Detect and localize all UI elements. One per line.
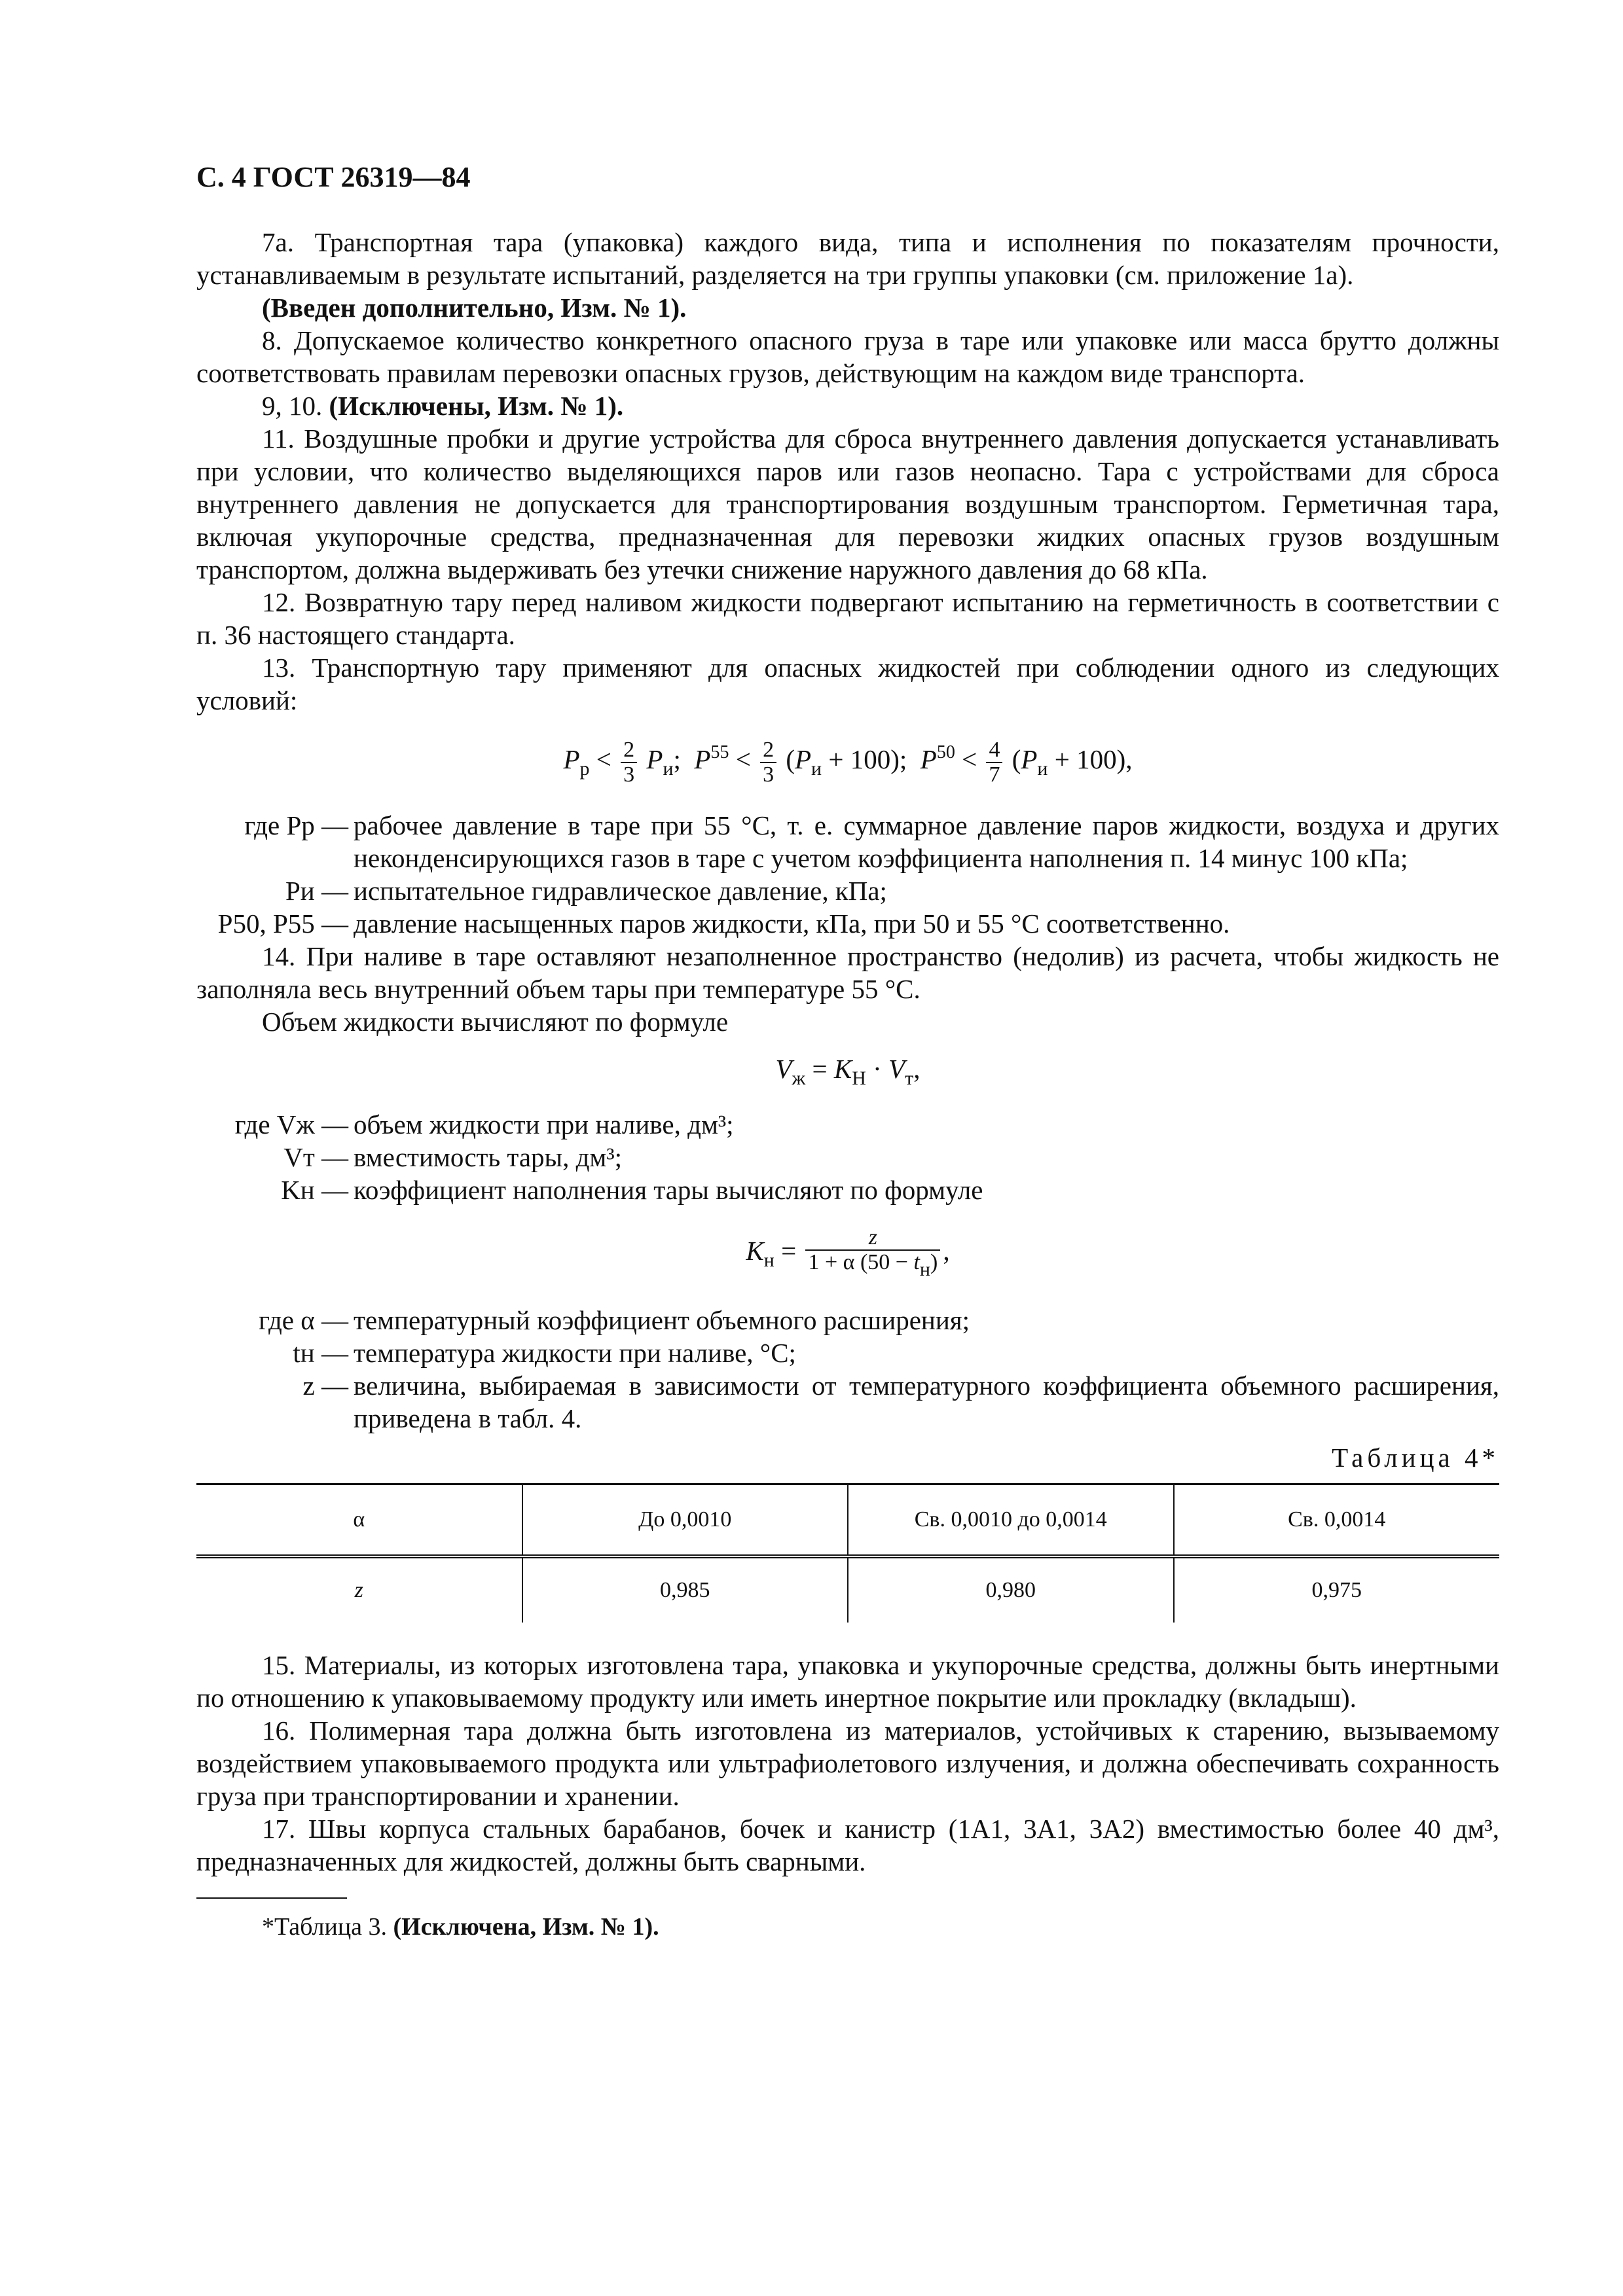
formula-volume: $V_ж = K_Н \cdot V_т$, [775,1053,921,1089]
where-list-3 [196,1304,1499,1435]
table-cell: 0,980 [848,1556,1174,1623]
where-1-symbol: где Pр — [244,810,348,840]
table-caption: Таблица 4* [1332,1442,1499,1473]
paragraph-7a: 7а. Транспортная тара (упаковка) каждого вида, типа и исполнения по показателям прочности, устанавливаемым в результате испытаний, разделяется на три группы упаковки (см. приложение 1а). [196,227,1499,290]
paragraph-8: 8. Допускаемое количество конкретного опасного груза в таре или упаковке или масса брутто должны соответствовать правилам перевозки опасных грузов, действующим на каждом виде транспорта. [196,325,1499,388]
where-3-description: давление насыщенных паров жидкости, кПа, при 50 и 55 °С соответственно. [354,908,1230,939]
paragraph-11: 11. Воздушные пробки и другие устройства для сброса внутреннего давления допускается устанавливать при условии, что количество выделяющихся паров или газов неопасно. Тара с устройствами для сброса внутреннего давления не допускается для транспортирования воздушным транспортом. Герметичная тара, включая укупорочные средства, предназначенная для перевозки жидких опасных грузов воздушным транспортом, должна выдерживать без утечки снижение наружного давления до 68 кПа. [196,423,1499,584]
formula-pressure-conditions: $P_р$ < $\frac{2}{3}$ $P_и$; $P^{55}$ < $\frac{2}{3}$ $(P_и + 100)$; $P^{50}$ < $\frac{4}{7}$ $(P_и + 100)$, [563,737,1133,787]
footnote [196,1910,1499,1943]
paragraph-12: 12. Возвратную тару перед наливом жидкости подвергают испытанию на герметичность в соответствии с п. 36 настоящего стандарта. [196,587,1499,650]
table-header-cell: Св. 0,0010 до 0,0014 [848,1484,1174,1556]
document-body [196,226,1499,1943]
table-cell: 0,975 [1174,1556,1500,1623]
paragraph-7a-note: (Введен дополнительно, Изм. № 1). [262,293,687,323]
where-vt-symbol: Vт — [283,1141,348,1172]
where-list-1 [196,809,1499,940]
table-cell: 0,985 [522,1556,848,1623]
footnote-bold-note: (Исключена, Изм. № 1). [393,1912,659,1941]
where-alpha-description: температурный коэффициент объемного расширения; [354,1304,970,1335]
where-2-symbol: Pи — [285,875,348,906]
where-2-description: испытательное гидравлическое давление, кПа; [354,875,887,906]
paragraph-17: 17. Швы корпуса стальных барабанов, бочек и канистр (1А1, 3А1, 3А2) вместимостью более 40 дм³, предназначенных для жидкостей, должны быть сварными. [196,1813,1499,1876]
formula-fill-coefficient: $K_н$ = $\frac{z}{1 + \alpha (50 - tн)}$ , [746,1225,950,1280]
where-z-symbol: z — [302,1370,348,1401]
paragraph-16: 16. Полимерная тара должна быть изготовлена из материалов, устойчивых к старению, вызываемому воздействием упаковываемого продукта или ультрафиолетового излучения, и должна обеспечивать сохранность груза при транспортировании и хранении. [196,1715,1499,1811]
table-header-cell: α [196,1484,522,1556]
where-alpha-symbol: где α — [259,1304,348,1335]
paragraph-9-10-number: 9, 10. [262,391,323,421]
paragraph-9-10-note: (Исключены, Изм. № 1). [329,391,624,421]
where-z-description: величина, выбираемая в зависимости от температурного коэффициента объемного расширения, приведена в табл. 4. [354,1370,1499,1433]
footnote-divider [196,1897,347,1899]
where-1-description: рабочее давление в таре при 55 °С, т. е. суммарное давление паров жидкости, воздуха и других неконденсирующихся газов в таре с учетом коэффициента наполнения п. 14 минус 100 кПа; [354,810,1499,873]
where-kn-description: коэффициент наполнения тары вычисляют по формуле [354,1174,983,1205]
footnote-text: *Таблица 3. [262,1912,393,1941]
where-vt-description: вместимость тары, дм³; [354,1141,623,1172]
table-row [196,1556,1499,1623]
where-tn-symbol: tн — [293,1337,348,1368]
page-header: С. 4 ГОСТ 26319—84 [196,161,471,193]
where-kn-symbol: Kн — [281,1174,348,1205]
paragraph-13: 13. Транспортную тару применяют для опасных жидкостей при соблюдении одного из следующих условий: [196,653,1499,715]
table-cell: z [354,1577,363,1602]
paragraph-14-formula-intro: Объем жидкости вычисляют по формуле [262,1006,729,1037]
where-vzh-symbol: где Vж — [234,1109,348,1139]
where-list-2 [196,1108,1499,1206]
table-header-cell: Св. 0,0014 [1174,1484,1500,1556]
table-header-row [196,1484,1499,1556]
where-tn-description: температура жидкости при наливе, °С; [354,1337,796,1368]
where-3-symbol: P50, P55 — [217,908,348,939]
paragraph-9-10 [196,389,1499,422]
paragraph-15: 15. Материалы, из которых изготовлена тара, упаковка и укупорочные средства, должны быть инертными по отношению к упаковываемому продукту или иметь инертное покрытие или прокладку (вкладыш). [196,1649,1499,1713]
where-vzh-description: объем жидкости при наливе, дм³; [354,1109,734,1139]
table-4 [196,1483,1499,1623]
table-header-cell: До 0,0010 [522,1484,848,1556]
paragraph-14: 14. При наливе в таре оставляют незаполненное пространство (недолив) из расчета, чтобы жидкость не заполняла весь внутренний объем тары при температуре 55 °С. [196,941,1499,1004]
